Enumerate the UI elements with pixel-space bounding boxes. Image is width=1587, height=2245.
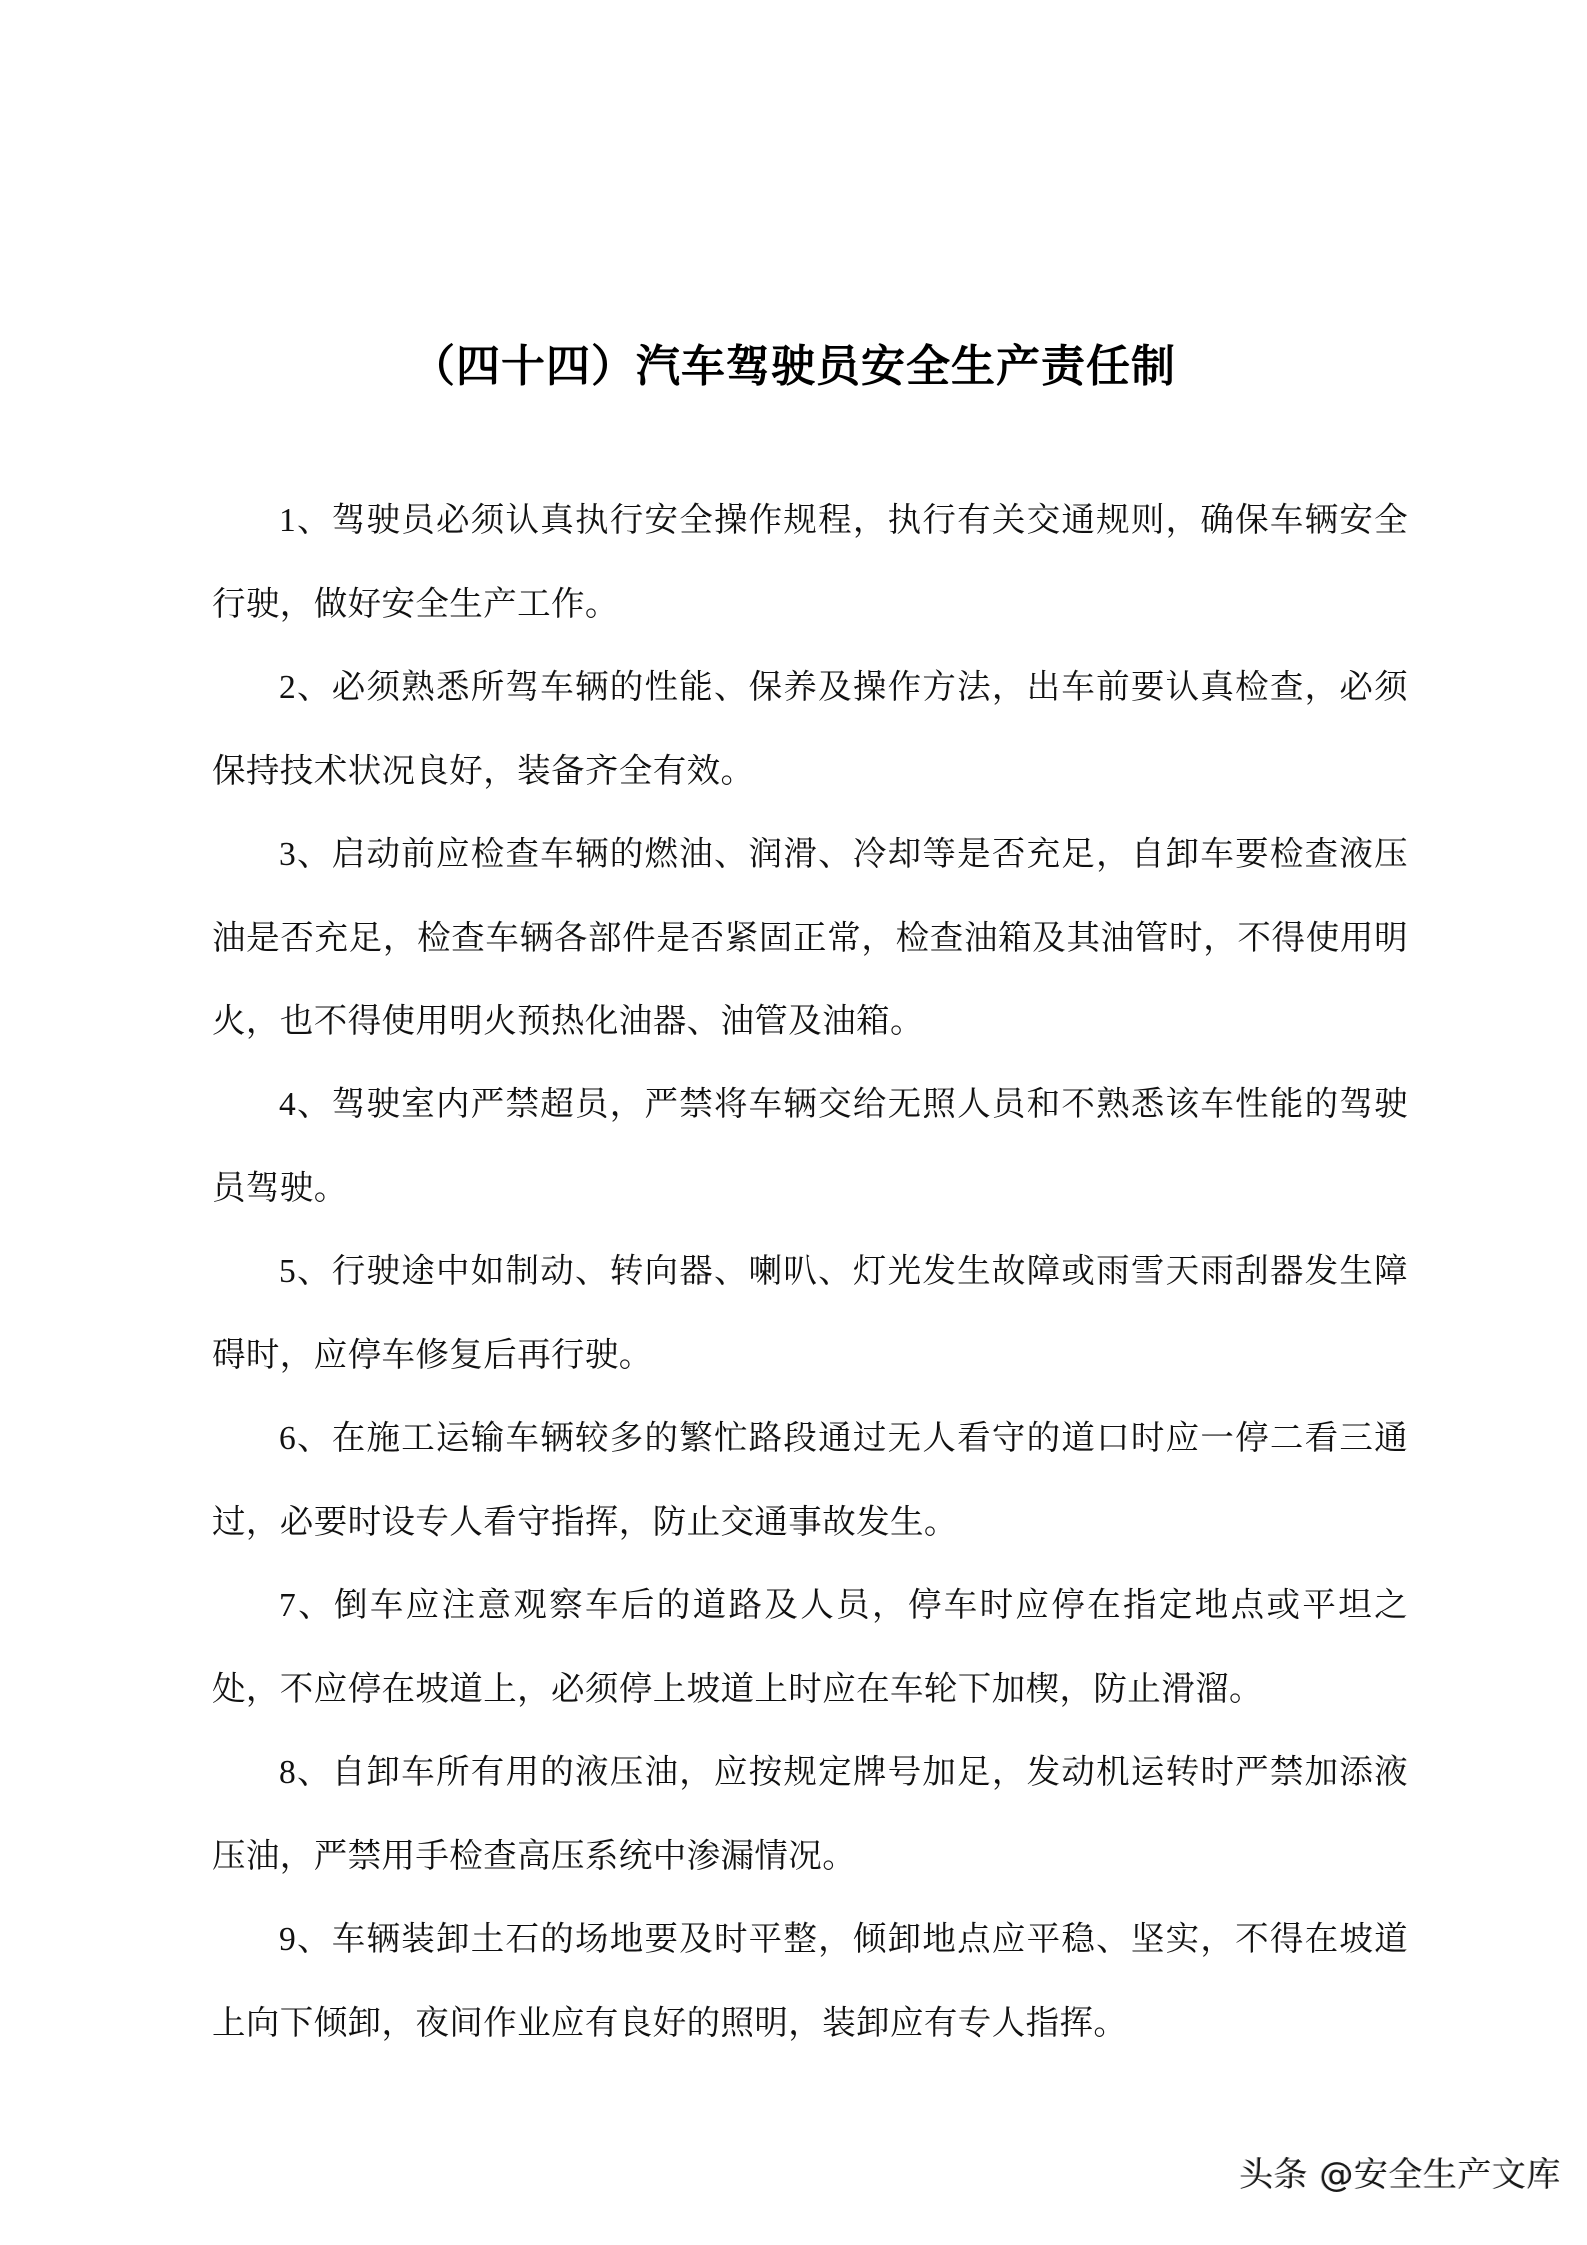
paragraph-number: 6、 xyxy=(279,1420,332,1457)
paragraph-text: 在施工运输车辆较多的繁忙路段通过无人看守的道口时应一停二看三通过，必要时设专人看守指挥，防止交通事故发生。 xyxy=(212,1418,1408,1541)
paragraph-text: 车辆装卸土石的场地要及时平整，倾卸地点应平稳、坚实，不得在坡道上向下倾卸，夜间作业应有良好的照明，装卸应有专人指挥。 xyxy=(212,1919,1408,2042)
paragraph-text: 驾驶室内严禁超员，严禁将车辆交给无照人员和不熟悉该车性能的驾驶员驾驶。 xyxy=(212,1084,1408,1207)
paragraph-text: 启动前应检查车辆的燃油、润滑、冷却等是否充足，自卸车要检查液压油是否充足，检查车辆各部件是否紧固正常，检查油箱及其油管时，不得使用明火，也不得使用明火预热化油器、油管及油箱。 xyxy=(212,834,1408,1040)
page-title: （四十四）汽车驾驶员安全生产责任制 xyxy=(411,341,1176,393)
paragraph-6 xyxy=(212,1396,1408,1563)
paragraph-number: 5、 xyxy=(279,1253,332,1290)
paragraph-number: 2、 xyxy=(279,669,332,706)
paragraph-3 xyxy=(212,812,1408,1062)
watermark: 头条 @安全生产文库 xyxy=(1239,2155,1561,2195)
paragraph-text: 倒车应注意观察车后的道路及人员，停车时应停在指定地点或平坦之处，不应停在坡道上，必须停上坡道上时应在车轮下加楔，防止滑溜。 xyxy=(212,1585,1408,1708)
paragraph-8 xyxy=(212,1730,1408,1897)
paragraph-2 xyxy=(212,645,1408,812)
paragraph-number: 3、 xyxy=(279,836,332,873)
paragraph-number: 8、 xyxy=(279,1754,332,1791)
paragraph-5 xyxy=(212,1229,1408,1396)
paragraph-text: 必须熟悉所驾车辆的性能、保养及操作方法，出车前要认真检查，必须保持技术状况良好，装备齐全有效。 xyxy=(212,667,1408,790)
paragraph-9 xyxy=(212,1897,1408,2064)
paragraph-number: 7、 xyxy=(279,1587,334,1624)
paragraph-number: 9、 xyxy=(279,1921,332,1958)
document-body xyxy=(212,478,1408,2064)
paragraph-text: 驾驶员必须认真执行安全操作规程，执行有关交通规则，确保车辆安全行驶，做好安全生产工作。 xyxy=(212,500,1408,623)
paragraph-1 xyxy=(212,478,1408,645)
paragraph-4 xyxy=(212,1062,1408,1229)
paragraph-7 xyxy=(212,1563,1408,1730)
paragraph-text: 行驶途中如制动、转向器、喇叭、灯光发生故障或雨雪天雨刮器发生障碍时，应停车修复后再行驶。 xyxy=(212,1251,1408,1374)
paragraph-number: 4、 xyxy=(279,1086,332,1123)
paragraph-number: 1、 xyxy=(279,502,332,539)
paragraph-text: 自卸车所有用的液压油，应按规定牌号加足，发动机运转时严禁加添液压油，严禁用手检查高压系统中渗漏情况。 xyxy=(212,1752,1408,1875)
